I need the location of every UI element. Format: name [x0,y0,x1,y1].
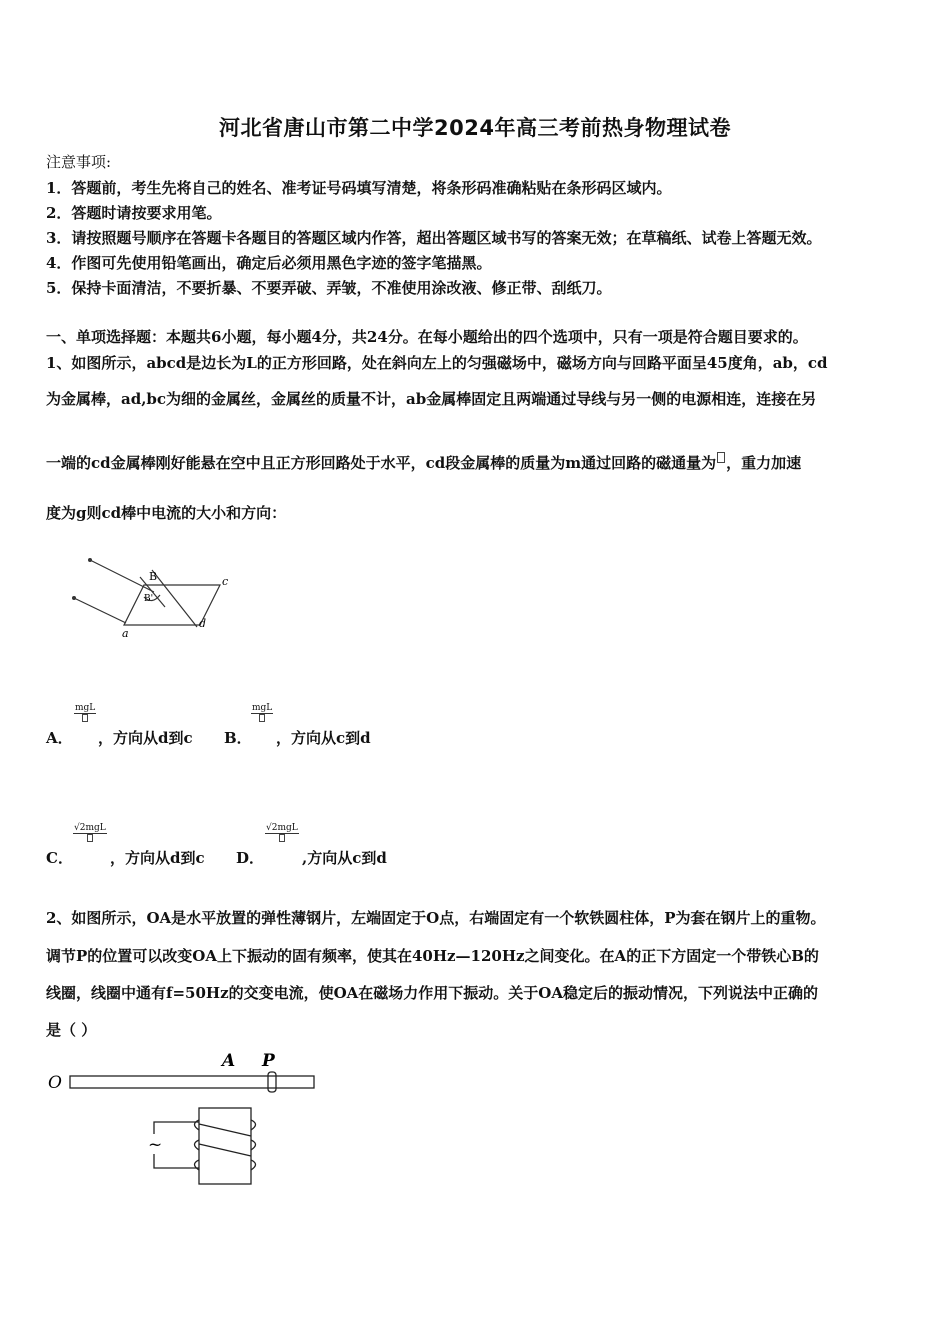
lead-lower [154,1154,199,1168]
option-d-text: ,方向从c到d [302,849,387,867]
q2-text-line: 是（ ） [46,1021,97,1039]
option-b-text: ，方向从c到d [276,729,371,747]
q2-text-line: 2、如图所示，OA是水平放置的弹性薄钢片，左端固定于O点，右端固定有一个软铁圆柱体，P为套在钢片上的重物。 [46,909,826,927]
fraction-numerator: √2mgL [74,823,106,833]
q1-text-line: 1、如图所示，abcd是边长为L的正方形回路，处在斜向左上的匀强磁场中，磁场方向与回路平面呈45度角，ab，cd [46,354,828,372]
q2-text-line: 调节P的位置可以改变OA上下振动的固有频率，使其在40Hz—120Hz之间变化。在A的正下方固定一个带铁心B的 [46,947,819,965]
notice-item: 2．答题时请按要求用笔。 [46,204,222,222]
ac-source-icon: ~ [148,1135,163,1155]
label-B: B [149,570,158,583]
coil-right [251,1120,256,1170]
q1-text-line: 度为g则cd棒中电流的大小和方向： [46,504,287,522]
flux-symbol-icon [279,834,285,842]
label-P: P [262,1051,275,1071]
notice-heading: 注意事项: [46,153,112,171]
wire-lower [74,598,126,623]
page-title: 河北省唐山市第二中学2024年高三考前热身物理试卷 [219,116,731,140]
flux-symbol-icon [82,714,88,722]
label-a: a [122,627,129,640]
notice-item: 3．请按照题号顺序在答题卡各题目的答题区域内作答，超出答题区域书写的答案无效；在草稿纸、试卷上答题无效。 [46,229,822,247]
fraction-numerator: mgL [252,703,273,713]
label-c: c [222,575,229,588]
field-line [152,570,197,627]
fraction-numerator: mgL [75,703,96,713]
q1-text-part: 一端的cd金属棒刚好能悬在空中且正方形回路处于水平，cd段金属棒的质量为m通过回路的磁通量为 [46,454,717,472]
label-A: A [222,1051,236,1071]
q2-text-line: 线圈，线圈中通有f=50Hz的交变电流，使OA在磁场力作用下振动。关于OA稳定后的振动情况，下列说法中正确的 [46,984,818,1002]
q2-figure [44,1046,324,1186]
q1-text-part: ，重力加速 [726,454,802,472]
q1-text-line: 为金属棒，ad,bc为细的金属丝，金属丝的质量不计，ab金属棒固定且两端通过导线与另一侧的电源相连，连接在另 [46,390,817,408]
fraction-numerator: √2mgL [266,823,298,833]
label-d: d [199,617,207,630]
option-a-label: A． [46,729,73,747]
steel-strip [70,1076,314,1088]
coil-left [195,1120,200,1170]
option-c-text: ，方向从d到c [110,849,205,867]
terminal-dot [72,596,76,600]
q1-figure [62,535,232,670]
option-d-label: D． [236,849,265,867]
wire-upper [90,560,154,592]
coil-turn [199,1144,251,1156]
option-a-text: ，方向从d到c [98,729,193,747]
option-d-fraction [265,823,299,844]
lead-upper [154,1122,199,1134]
weight-P [268,1072,276,1092]
section-heading: 一、单项选择题：本题共6小题，每小题4分，共24分。在每小题给出的四个选项中，只有一项是符合题目要求的。 [46,328,808,346]
option-b-label: B． [224,729,252,747]
notice-item: 1．答题前，考生先将自己的姓名、准考证号码填写清楚，将条形码准确粘贴在条形码区域内。 [46,179,672,197]
option-a-fraction [74,703,96,724]
option-c-label: C． [46,849,73,867]
option-b-fraction [251,703,273,724]
flux-symbol-icon [259,714,265,722]
flux-symbol-icon [717,452,725,463]
notice-item: 5．保持卡面清洁，不要折暴、不要弄破、弄皱，不准使用涂改液、修正带、刮纸刀。 [46,279,612,297]
flux-symbol-icon [87,834,93,842]
option-c-fraction [73,823,107,844]
label-O: O [48,1073,62,1093]
notice-item: 4．作图可先使用铅笔画出，确定后必须用黑色字迹的签字笔描黑。 [46,254,492,272]
coil-turn [199,1124,251,1136]
terminal-dot [88,558,92,562]
label-Bprime: B' [144,594,154,604]
q1-text-line [46,452,801,473]
